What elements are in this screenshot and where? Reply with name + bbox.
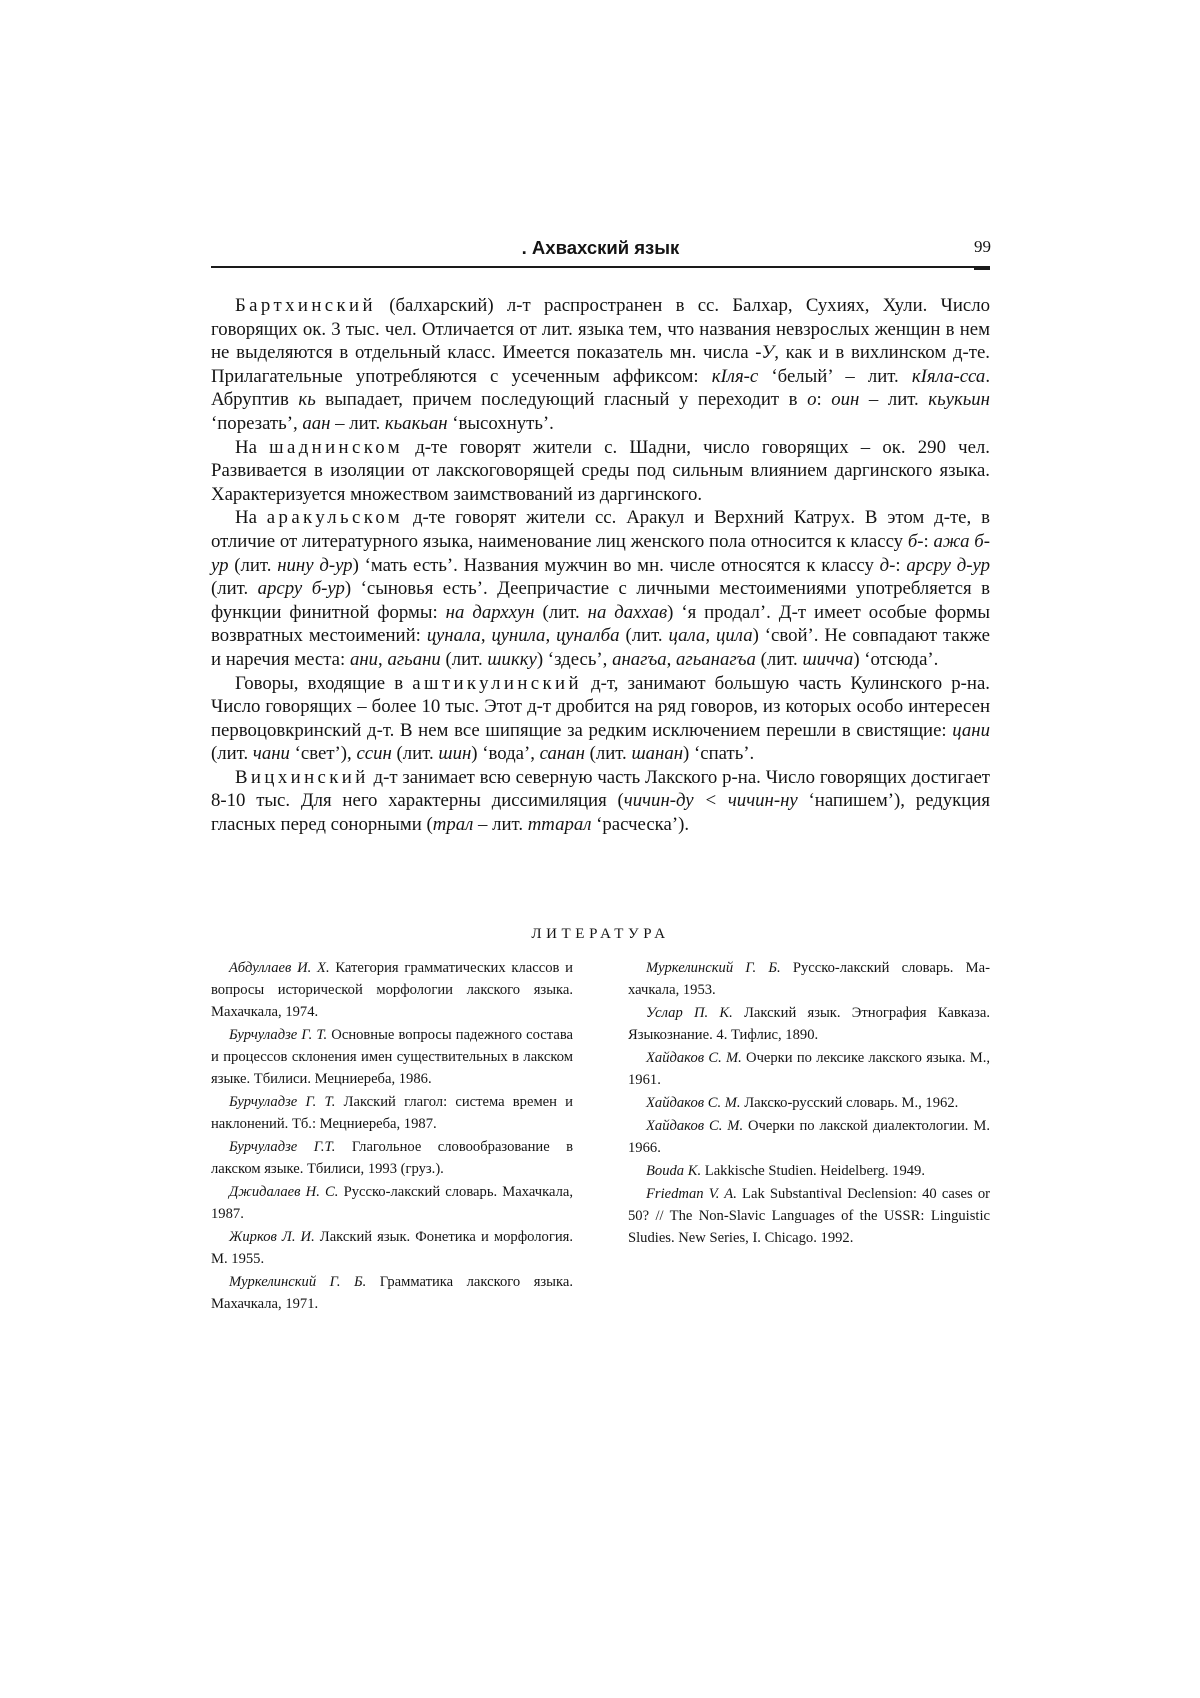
text-run: ) ‘свой’. Не совпадают также и наречия места: — [211, 625, 991, 670]
text-run: , — [378, 648, 388, 670]
text-run: ) ‘спать’. — [683, 743, 755, 765]
bibliography-entry — [211, 1181, 573, 1225]
text-run: : — [923, 530, 934, 552]
paragraph-ashtikulinsky — [211, 672, 990, 766]
entry-author: Bouda K. — [646, 1163, 702, 1179]
dialect-name: Бартхинский — [235, 295, 376, 316]
entry-text: Лакский язык. Этнография Кавказа. Языкознание. 4. Тифлис, 1890. — [628, 1005, 990, 1043]
running-title: . Ахвахский язык — [521, 237, 680, 258]
text-run: , — [705, 625, 716, 647]
entry-text: Основные вопросы падежного состава и процессов склонения имен существительных в лакском языке. Тбилиси. Мецниереба, 1986. — [211, 1027, 573, 1087]
entry-author: Хайдаков С. М. — [646, 1118, 744, 1134]
text-run: На — [235, 507, 267, 529]
example-word: арсру д-ур — [906, 554, 991, 576]
example-word: ссин — [356, 743, 392, 765]
entry-author: Абдуллаев И. Х. — [229, 960, 330, 976]
entry-author: Бурчуладзе Г.Т. — [229, 1139, 336, 1155]
example-word: агьанагъа — [676, 648, 756, 670]
example-word: цунала — [426, 625, 481, 647]
example-word: кIяла-сса — [911, 365, 986, 387]
entry-text: Очерки по лакской диалектологии. М. 1966. — [628, 1118, 990, 1156]
paragraph-vitskhinsky — [211, 766, 990, 837]
example-word: шанан — [631, 743, 684, 765]
text-run: ‘расческа’). — [591, 814, 690, 836]
example-word: оин — [831, 389, 860, 411]
entry-text: Русско-лакский словарь. Махачкала, 1987. — [211, 1184, 573, 1222]
dialect-name: аштикулинский — [412, 672, 582, 694]
text-run: ) ‘сыновья есть’. Деепричастие с личными местоимениями употребляется в функции финитной формы: — [211, 578, 990, 623]
example-word: кьакьан — [384, 412, 448, 434]
example-word: чичин-ду < чичин-ну — [623, 790, 798, 812]
text-run: ‘высохнуть’. — [447, 412, 554, 434]
entry-text: Лакский глагол: система времен и наклонений. Тб.: Мецниереба, 1987. — [211, 1094, 573, 1132]
bibliography-entry — [211, 1091, 573, 1135]
example-word: цунила — [491, 625, 546, 647]
example-word: шикку — [487, 648, 537, 670]
text-run: , как и в вихлинском д-те. Прилагательные употребляются с усеченным аффиксом: — [211, 342, 990, 387]
example-word: нину д-ур — [277, 554, 353, 576]
entry-author: Услар П. К. — [646, 1005, 733, 1021]
example-word: цала — [668, 625, 706, 647]
example-word: на даххав — [587, 601, 668, 623]
literature-heading: ЛИТЕРАТУРА — [531, 926, 670, 942]
bibliography-entry — [628, 1002, 990, 1046]
text-run: (лит. — [228, 554, 278, 576]
example-word: шичча — [802, 648, 854, 670]
entry-author: Бурчуладзе Г. Т. — [229, 1027, 328, 1043]
text-run: (балхарский) л-т распространен в сс. Балхар, Сухиях, Хули. Число говорящих ок. 3 тыс. чел. Отличается от лит. языка тем, что названия невзрослых женщин в нем не выделяются в отдельный класс. Имеется показатель мн. числа - — [211, 295, 990, 364]
entry-text: Грамматика лакского языка. Махачкала, 1971. — [211, 1274, 573, 1312]
example-word: анагъа — [612, 648, 667, 670]
text-run: , — [545, 625, 557, 647]
text-run: ) ‘я продал’. Д-т имеет особые формы возвратных местоимений: — [211, 601, 990, 647]
bibliography-left-column — [211, 957, 573, 1316]
dialect-name: аракульском — [266, 507, 404, 529]
example-word: б- — [907, 530, 924, 552]
text-run: д-т занимает всю северную часть Лакского р-на. Число говорящих достигает 8-10 тыс. Для него характерны диссимиляция ( — [211, 766, 990, 812]
entry-text: Очерки по лексике лакского языка. М., 1961. — [628, 1050, 990, 1088]
text-run: : — [895, 554, 907, 576]
dialect-name: Вицхинский — [235, 766, 369, 788]
text-run: (лит. — [534, 601, 588, 623]
example-word: кьукьин — [928, 389, 990, 411]
text-run: – лит. — [330, 412, 385, 434]
text-run: (лит. — [391, 743, 439, 765]
text-run: (лит. — [619, 625, 669, 647]
example-word: трал — [432, 814, 474, 836]
entry-author: Муркелинский Г. Б. — [646, 960, 781, 976]
example-word: агьани — [387, 648, 441, 670]
bibliography-entry — [211, 957, 573, 1023]
example-word: чани — [252, 743, 290, 765]
example-word: У — [761, 342, 775, 364]
example-word: цила — [716, 625, 753, 647]
bibliography-entry — [628, 1160, 990, 1182]
example-word: кIля-с — [711, 365, 759, 387]
text-run: (лит. — [211, 578, 258, 600]
text-run: ‘напишем’), редукция гласных перед сонорными ( — [211, 790, 990, 836]
entry-author: Хайдаков С. М. — [646, 1095, 741, 1111]
text-run: ) ‘мать есть’. Названия мужчин во мн. числе относятся к классу — [352, 554, 880, 576]
example-word: арсру б-ур — [257, 578, 345, 600]
bibliography-entry — [628, 957, 990, 1001]
entry-text: Lak Substantival Declension: 40 cases or 50? // The Non-Slavic Languages of the USSR: Linguistic Sludies. New Series, I. Chicago. 1992. — [628, 1186, 991, 1246]
text-run: д-те говорят жители с. Шадни, число говорящих – ок. 290 чел. Развивается в изоляции от лакскоговорящей среды под сильным влиянием даргинского языка. Характеризуется множеством заимствований из даргинского. — [211, 436, 990, 505]
paragraph-barthinsky — [211, 294, 990, 436]
bibliography-entry — [628, 1115, 990, 1159]
main-text — [211, 294, 990, 837]
example-word: д- — [879, 554, 896, 576]
bibliography-entry — [211, 1136, 573, 1180]
text-run: ) ‘здесь’, — [536, 648, 613, 670]
bibliography-entry — [628, 1092, 990, 1114]
entry-text: Русско-лакский словарь. Махачкала, 1953. — [628, 960, 990, 998]
entry-text: Категория грамматических классов и вопросы исторической морфологии лакского языка. Махачкала, 1974. — [211, 960, 573, 1020]
example-word: ттарал — [527, 814, 592, 836]
example-word: цани — [952, 719, 990, 741]
text-run: , — [480, 625, 492, 647]
text-run: (лит. — [755, 648, 803, 670]
paragraph-shadninsky — [211, 436, 990, 507]
entry-author: Муркелинский Г. Б. — [229, 1274, 367, 1290]
example-word: цуналба — [556, 625, 620, 647]
entry-text: Lakkische Studien. Heidelberg. 1949. — [701, 1163, 925, 1179]
text-run: (лит. — [584, 743, 632, 765]
bibliography-entry — [211, 1271, 573, 1315]
dialect-name: шаднинском — [269, 436, 404, 458]
text-run: – лит. — [859, 389, 929, 411]
page-number-rule — [974, 268, 990, 270]
text-run: ‘белый’ – лит. — [758, 365, 912, 387]
text-run: ) ‘вода’, — [471, 743, 540, 765]
example-word: о — [807, 389, 817, 411]
bibliography-entry — [628, 1183, 990, 1249]
text-run: : — [816, 389, 832, 411]
paragraph-arakulsky — [211, 506, 990, 671]
text-run: (лит. — [211, 743, 253, 765]
entry-author: Friedman V. A. — [646, 1186, 737, 1202]
entry-text: Лакский язык. Фонетика и морфология. М. 1955. — [211, 1229, 573, 1267]
example-word: аан — [302, 412, 331, 434]
text-run: д-те говорят жители сс. Аракул и Верхний Катрух. В этом д-те, в отличие от литературного языка, наименование лиц женского пола относится к классу — [211, 507, 990, 552]
example-word: ажа б-ур — [211, 530, 990, 576]
example-word: кь — [298, 389, 316, 411]
text-run: ‘свет’), — [289, 743, 357, 765]
text-run: . Абруптив — [211, 365, 991, 411]
bibliography-entry — [628, 1047, 990, 1091]
text-run: На — [235, 436, 270, 458]
text-run: – лит. — [473, 814, 528, 836]
example-word: ани — [349, 648, 379, 670]
text-run: Говоры, входящие в — [235, 672, 413, 694]
text-run: (лит. — [440, 648, 488, 670]
text-run: , — [666, 648, 677, 670]
entry-text: Глагольное словообразование в лакском языке. Тбилиси, 1993 (груз.). — [211, 1139, 573, 1177]
example-word: на дархxун — [445, 601, 535, 623]
example-word: шин — [438, 743, 472, 765]
entry-author: Джидалаев Н. С. — [229, 1184, 339, 1200]
entry-author: Бурчуладзе Г. Т. — [229, 1094, 336, 1110]
text-run: ‘порезать’, — [211, 412, 303, 434]
text-run: д-т, занимают большую часть Кулинского р-на. Число говорящих – более 10 тыс. Этот д-т дробится на ряд говоров, из которых особо интересен первоцовкринский д-т. В нем все шипящие за редким исключением перешли в свистящие: — [211, 672, 990, 741]
example-word: санан — [539, 743, 585, 765]
text-run: выпадает, причем последующий гласный у переходит в — [315, 389, 808, 411]
entry-author: Жирков Л. И. — [229, 1229, 315, 1245]
text-run: ) ‘отсюда’. — [853, 648, 939, 670]
entry-text: Лакско-русский словарь. М., 1962. — [740, 1095, 959, 1111]
bibliography-entry — [211, 1024, 573, 1090]
bibliography-entry — [211, 1226, 573, 1270]
page-number: 99 — [974, 237, 991, 256]
bibliography-right-column — [628, 957, 990, 1250]
entry-author: Хайдаков С. М. — [646, 1050, 742, 1066]
page-header — [211, 234, 990, 268]
